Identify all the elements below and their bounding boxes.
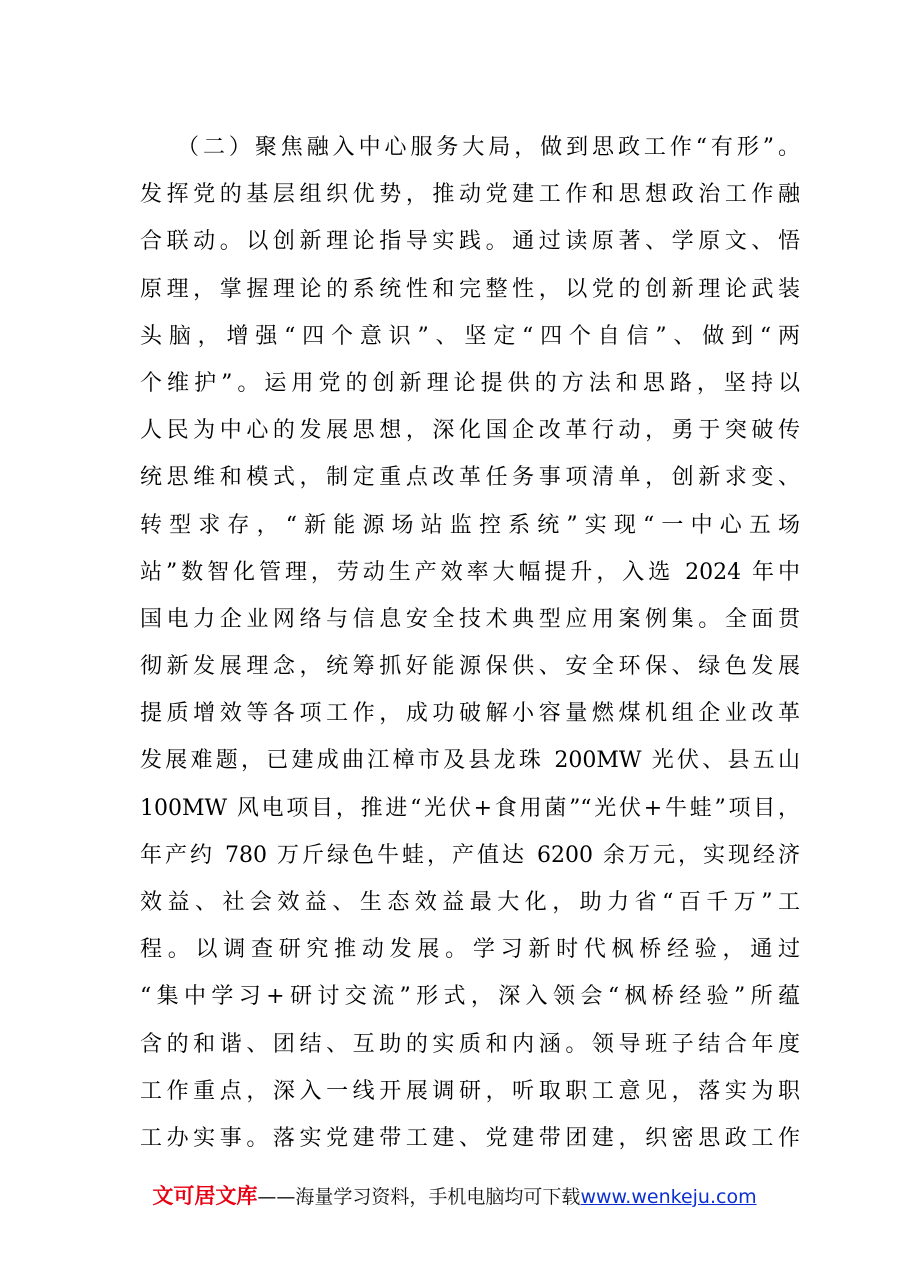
text-line: 工作重点，深入一线开展调研，听取职工意见，落实为职 [140,1078,800,1104]
watermark-footer [0,1180,909,1213]
brand-name: 文可居文库 [152,1184,258,1208]
text-line: （二）聚焦融入中心服务大局，做到思政工作“有形”。 [177,135,800,160]
site-link[interactable]: www.wenkeju.com [580,1186,757,1208]
text-line: 100MW 风电项目，推进“光伏+食用菌”“光伏+牛蛙”项目， [140,795,800,821]
footer-slogan: ——海量学习资料，手机电脑均可下载 [257,1186,581,1208]
text-line: 统思维和模式，制定重点改革任务事项清单，创新求变、 [140,465,800,491]
text-line: 工办实事。落实党建带工建、党建带团建，织密思政工作 [140,1125,800,1151]
text-line: 头脑，增强“四个意识”、坚定“四个自信”、做到“两 [140,323,800,349]
text-line: 转型求存，“新能源场站监控系统”实现“一中心五场 [140,512,800,538]
text-line: 年产约 780 万斤绿色牛蛙，产值达 6200 余万元，实现经济 [140,842,800,868]
text-line: 发挥党的基层组织优势，推动党建工作和思想政治工作融 [140,182,800,208]
text-line: 程。以调查研究推动发展。学习新时代枫桥经验，通过 [140,937,800,963]
text-line: “集中学习+研讨交流”形式，深入领会“枫桥经验”所蕴 [140,984,800,1010]
text-line: 效益、社会效益、生态效益最大化，助力省“百千万”工 [140,890,800,915]
text-line: 含的和谐、团结、互助的实质和内涵。领导班子结合年度 [140,1031,800,1057]
text-line: 人民为中心的发展思想，深化国企改革行动，勇于突破传 [140,418,800,444]
text-line: 站”数智化管理，劳动生产效率大幅提升，入选 2024 年中 [140,559,800,585]
text-line: 发展难题，已建成曲江樟市及县龙珠 200MW 光伏、县五山 [140,748,800,774]
text-line: 原理，掌握理论的系统性和完整性，以党的创新理论武装 [140,276,800,302]
text-line: 合联动。以创新理论指导实践。通过读原著、学原文、悟 [140,229,800,255]
text-line: 国电力企业网络与信息安全技术典型应用案例集。全面贯 [140,606,800,632]
text-line: 个维护”。运用党的创新理论提供的方法和思路，坚持以 [140,370,800,396]
text-line: 彻新发展理念，统筹抓好能源保供、安全环保、绿色发展 [140,654,800,680]
body-text [140,124,800,1162]
text-line: 提质增效等各项工作，成功破解小容量燃煤机组企业改革 [140,701,800,727]
